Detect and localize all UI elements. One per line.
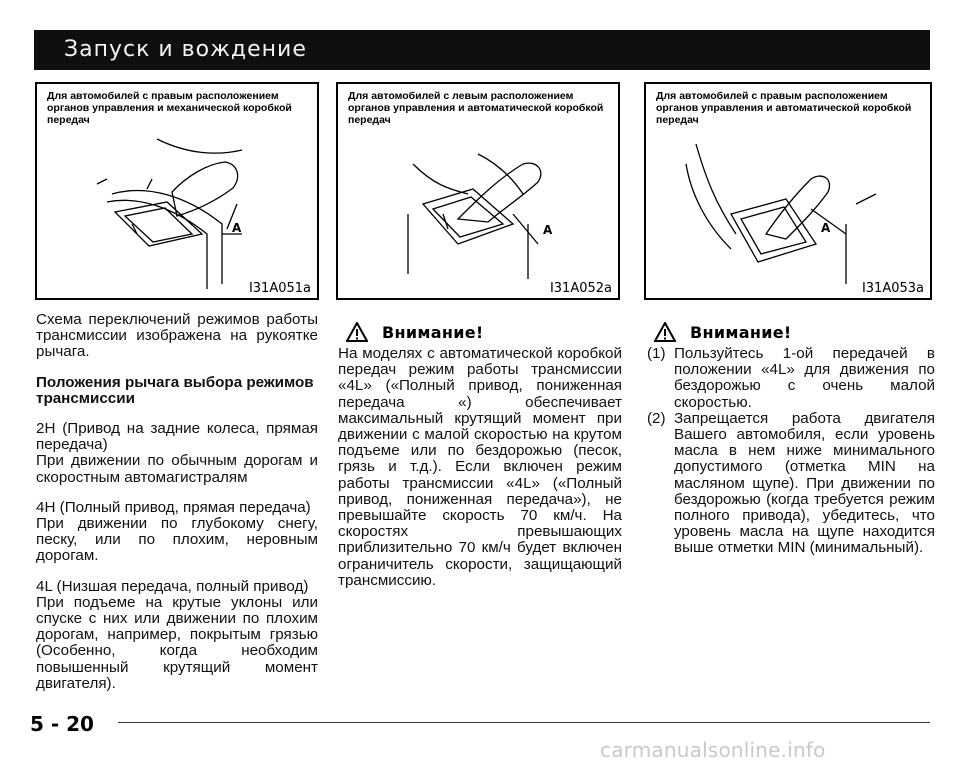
figure-code: I31A053a: [861, 281, 924, 296]
section-header-bar: [34, 30, 930, 70]
page-number: 5 - 20: [30, 712, 94, 736]
item-title: 4L (Низшая передача, полный привод): [36, 577, 309, 595]
figure-auto-rhd: [644, 82, 932, 300]
item-title: 2H (Привод на задние колеса, прямая передача): [36, 420, 318, 454]
column-numbered-warnings: [647, 346, 935, 557]
list-item: [647, 346, 935, 411]
list-number: (2): [647, 409, 666, 427]
list-text: Пользуйтесь 1-ой передачей в положении «4L» для движения по бездорожью с очень малой скоростью.: [674, 345, 935, 411]
warning-text: На моделях с автоматической коробкой передач режим работы трансмиссии «4L» («Полный привод, пониженная передача «) обеспечивает максимальный крутящий момент при движении с малой скоростью на крутом подъеме или по бездорожью (песок, грязь и т.д.). Если включен режим работы трансмиссии «4L» («Полный привод, пониженная передача»), не превышайте скорость 70 км/ч. На скоростях превышающих приблизительно 70 км/ч будет включен ограничитель скорости, защищающий трансмиссию.: [338, 345, 622, 589]
figure-caption: Для автомобилей с правым расположением органов управления и автоматической коробкой передач: [656, 90, 912, 126]
item-body: При движении по глубокому снегу, песку, или по плохим, неровным дорогам.: [36, 515, 318, 565]
positions-heading: Положения рычага выбора режимов трансмиссии: [36, 373, 314, 407]
item-body: При подъеме на крутые уклоны или спуске с них или движении по плохим дорогам, например, покрытым грязью (Особенно, когда необходим повышенный крутящий момент двигателя).: [36, 593, 318, 692]
warning-title: Внимание!: [690, 322, 792, 342]
warning-header: [654, 322, 791, 342]
list-number: (1): [647, 345, 666, 362]
figure-auto-lhd: [336, 82, 620, 300]
warning-header: [346, 322, 483, 342]
column-shift-positions: [36, 312, 318, 692]
figure-code: I31A051a: [248, 281, 311, 296]
list-text: Запрещается работа двигателя Вашего автомобиля, если уровень масла в нем ниже минимального допустимого (отметка MIN на масляном щупе). При движении по бездорожью (когда требуется режим полного привода), убедитесь, что уровень масла на щупе находится выше отметки MIN (минимальный).: [674, 409, 935, 557]
figure-manual-rhd: [35, 82, 319, 300]
list-item: [647, 411, 935, 557]
item-title: 4H (Полный привод, прямая передача): [36, 498, 311, 516]
label-a: A: [821, 221, 831, 235]
section-title: Запуск и вождение: [64, 37, 307, 62]
label-a: A: [543, 223, 553, 237]
warning-title: Внимание!: [382, 322, 484, 342]
figure-caption: Для автомобилей с левым расположением органов управления и автоматической коробкой передач: [348, 90, 604, 126]
figure-code: I31A052a: [549, 281, 612, 296]
label-a: A: [232, 221, 242, 235]
item-body: При движении по обычным дорогам и скоростным автомагистралям: [36, 452, 318, 486]
warning-triangle-icon: [346, 322, 368, 342]
watermark: carmanualsonline.info: [600, 738, 826, 762]
figure-caption: Для автомобилей с правым расположением органов управления и механической коробкой передач: [47, 90, 292, 126]
intro-paragraph: Схема переключений режимов работы трансмиссии изображена на рукоятке рычага.: [36, 311, 318, 361]
footer-divider: [118, 722, 930, 723]
column-auto-warning: [338, 346, 622, 589]
warning-triangle-icon: [654, 322, 676, 342]
